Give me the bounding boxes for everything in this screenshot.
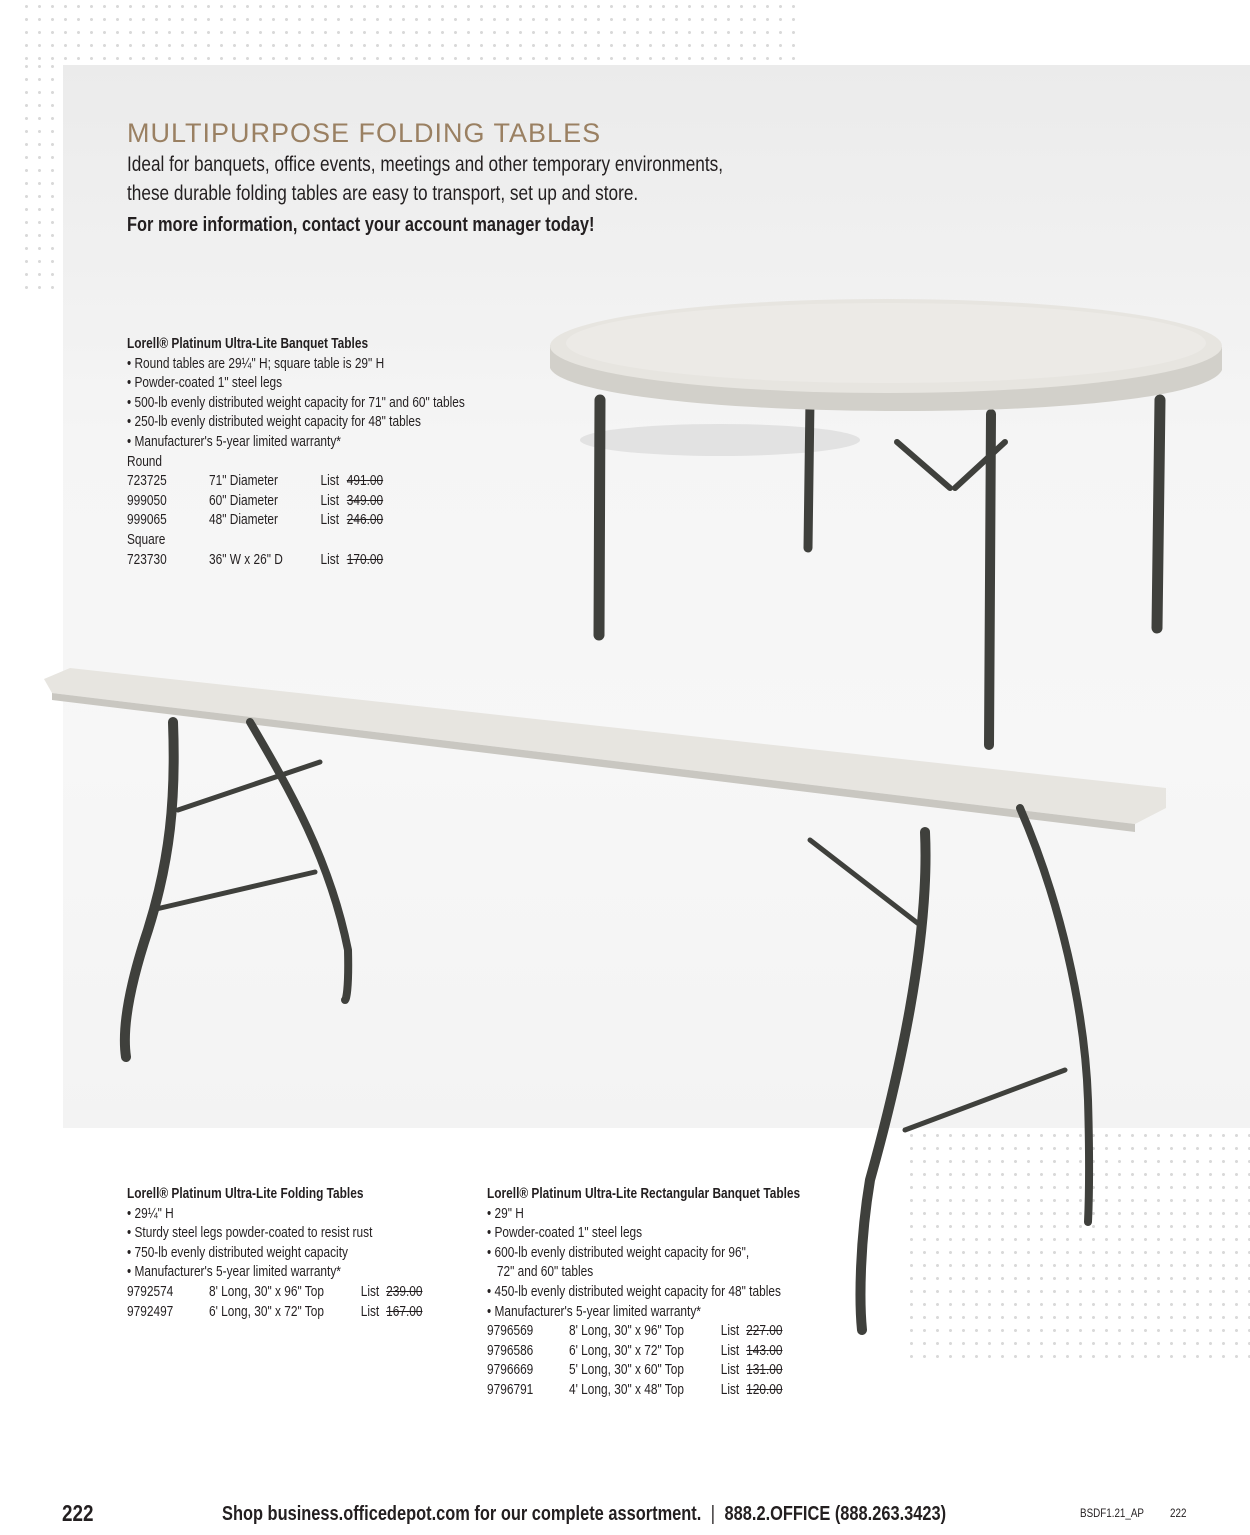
dot-pattern-top (20, 0, 800, 62)
rectangular-tables-block (487, 1185, 831, 1401)
footer-shop-line (222, 1503, 946, 1526)
list-price: 227.00 (746, 1323, 783, 1340)
group-label-round: Round (127, 453, 163, 470)
list-price: 491.00 (346, 473, 384, 490)
price-row (127, 1283, 471, 1303)
banquet-heading: Lorell® Platinum Ultra-Lite Banquet Tables (127, 336, 369, 352)
price-row (487, 1361, 831, 1381)
rectangular-bullet: • 450-lb evenly distributed weight capacity for 48" tables (487, 1283, 781, 1300)
item-desc: 8' Long, 30" x 96" Top (569, 1323, 684, 1340)
list-price: 167.00 (386, 1303, 423, 1320)
sku: 9796669 (487, 1362, 534, 1379)
shop-text: Shop business.officedepot.com for our complete assortment. (222, 1503, 702, 1525)
contact-callout: For more information, contact your account manager today! (127, 214, 595, 236)
sku: 9796569 (487, 1323, 534, 1340)
list-price: 143.00 (746, 1342, 783, 1359)
banquet-bullet: • 250-lb evenly distributed weight capacity for 48" tables (127, 414, 421, 431)
list-label: List (320, 473, 340, 490)
item-desc: 4' Long, 30" x 48" Top (569, 1381, 684, 1398)
sku: 9792574 (127, 1283, 174, 1300)
folding-tables-block (127, 1185, 471, 1322)
rectangular-bullet: • 29" H (487, 1205, 524, 1222)
banquet-bullet: • Round tables are 29¼" H; square table is 29" H (127, 355, 385, 372)
list-price: 120.00 (746, 1381, 783, 1398)
rectangular-bullet: • Manufacturer's 5-year limited warranty* (487, 1303, 701, 1320)
intro-text (127, 150, 723, 208)
page-number-left: 222 (62, 1500, 94, 1526)
rectangular-bullet: 72" and 60" tables (496, 1264, 594, 1281)
page-number-right: 222 (1170, 1506, 1187, 1520)
folding-heading: Lorell® Platinum Ultra-Lite Folding Tables (127, 1186, 364, 1202)
sku: 723725 (127, 473, 167, 490)
item-desc: 36" W x 26" D (209, 551, 283, 568)
price-row (127, 1303, 471, 1323)
sku: 999050 (127, 492, 167, 509)
list-label: List (320, 551, 340, 568)
list-label: List (360, 1303, 380, 1320)
sku: 999065 (127, 512, 167, 529)
item-desc: 5' Long, 30" x 60" Top (569, 1362, 684, 1379)
price-row (487, 1342, 831, 1362)
list-label: List (360, 1283, 380, 1300)
folding-bullet: • Manufacturer's 5-year limited warranty* (127, 1264, 341, 1281)
rectangular-heading: Lorell® Platinum Ultra-Lite Rectangular Banquet Tables (487, 1186, 801, 1202)
price-row (127, 492, 496, 512)
sku: 9796791 (487, 1381, 534, 1398)
folding-bullet: • 29¼" H (127, 1205, 174, 1222)
rectangular-bullet: • Powder-coated 1" steel legs (487, 1225, 643, 1242)
price-row (487, 1322, 831, 1342)
price-row (127, 511, 496, 531)
page-title: MULTIPURPOSE FOLDING TABLES (127, 118, 602, 148)
item-desc: 60" Diameter (209, 492, 278, 509)
phone-number: 888.2.OFFICE (888.263.3423) (724, 1503, 947, 1525)
list-price: 239.00 (386, 1283, 423, 1300)
price-row (127, 551, 496, 571)
sku: 9796586 (487, 1342, 534, 1359)
list-label: List (720, 1342, 740, 1359)
sku: 723730 (127, 551, 167, 568)
intro-line-2: these durable folding tables are easy to transport, set up and store. (127, 182, 639, 205)
list-label: List (320, 512, 340, 529)
list-label: List (720, 1323, 740, 1340)
footer-separator: | (710, 1503, 716, 1525)
item-desc: 8' Long, 30" x 96" Top (209, 1283, 324, 1300)
rectangular-bullet: • 600-lb evenly distributed weight capacity for 96", (487, 1244, 750, 1261)
list-price: 131.00 (746, 1362, 783, 1379)
catalog-code: BSDF1.21_AP (1080, 1506, 1144, 1520)
list-price: 170.00 (346, 551, 384, 568)
item-desc: 48" Diameter (209, 512, 278, 529)
price-row (487, 1381, 831, 1401)
list-label: List (720, 1381, 740, 1398)
dot-pattern-left (20, 60, 64, 290)
item-desc: 6' Long, 30" x 72" Top (569, 1342, 684, 1359)
banquet-tables-block (127, 335, 496, 570)
price-row (127, 472, 496, 492)
item-desc: 71" Diameter (209, 473, 278, 490)
banquet-bullet: • Manufacturer's 5-year limited warranty* (127, 433, 341, 450)
banquet-bullet: • 500-lb evenly distributed weight capacity for 71" and 60" tables (127, 394, 465, 411)
list-label: List (720, 1362, 740, 1379)
intro-line-1: Ideal for banquets, office events, meetings and other temporary environments, (127, 153, 724, 176)
group-label-square: Square (127, 531, 166, 548)
folding-bullet: • 750-lb evenly distributed weight capacity (127, 1244, 348, 1261)
folding-bullet: • Sturdy steel legs powder-coated to resist rust (127, 1225, 373, 1242)
sku: 9792497 (127, 1303, 174, 1320)
list-price: 349.00 (346, 492, 384, 509)
list-price: 246.00 (346, 512, 384, 529)
banquet-bullet: • Powder-coated 1" steel legs (127, 375, 283, 392)
item-desc: 6' Long, 30" x 72" Top (209, 1303, 324, 1320)
list-label: List (320, 492, 340, 509)
